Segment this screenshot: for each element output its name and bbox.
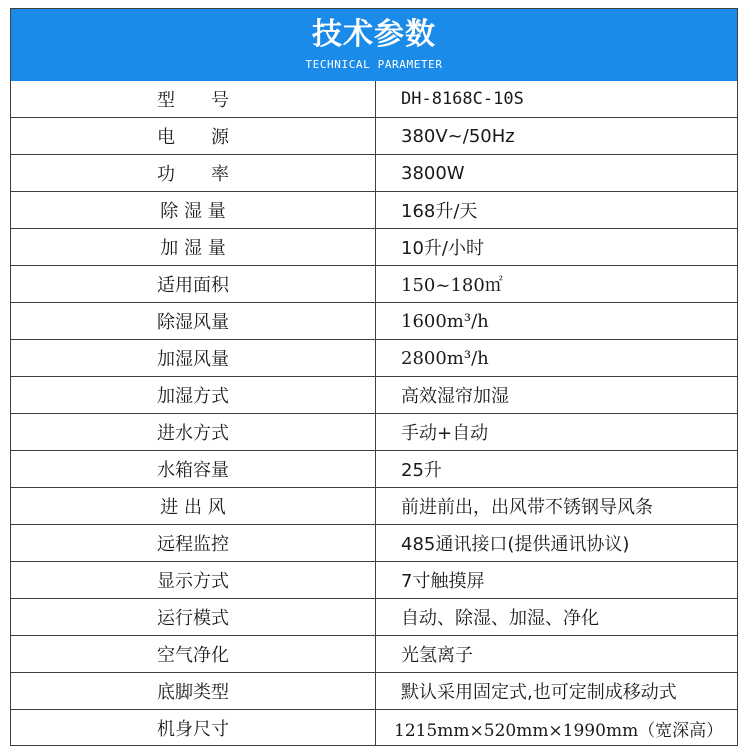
spec-label-cell: [11, 340, 376, 377]
spec-label-cell: [11, 636, 376, 673]
spec-label-cell: [11, 81, 376, 118]
table-row: [11, 340, 737, 377]
page-subtitle: TECHNICAL PARAMETER: [305, 58, 443, 71]
spec-value: 手动+自动: [376, 414, 738, 451]
spec-value: DH-8168C-10S: [376, 81, 738, 118]
spec-value: 前进前出，出风带不锈钢导风条: [376, 488, 738, 525]
spec-label-cell: [11, 266, 376, 303]
table-row: [11, 636, 737, 673]
spec-value: 1215mm×520mm×1990mm（宽深高）: [376, 710, 738, 747]
spec-label: 机身尺寸: [157, 719, 229, 740]
spec-value: 3800W: [376, 155, 738, 192]
spec-value: 自动、除湿、加湿、净化: [376, 599, 738, 636]
spec-value: 2800m³/h: [376, 340, 738, 377]
spec-label-cell: [11, 118, 376, 155]
spec-label-cell: [11, 229, 376, 266]
spec-value: 默认采用固定式,也可定制成移动式: [376, 673, 738, 710]
table-row: [11, 451, 737, 488]
spec-label: 运行模式: [157, 608, 229, 629]
spec-label: 加湿方式: [157, 386, 229, 407]
spec-label: 加 湿 量: [160, 238, 226, 259]
spec-label: 型 号: [157, 90, 229, 111]
table-row: [11, 303, 737, 340]
table-row: [11, 266, 737, 303]
spec-value: 1600m³/h: [376, 303, 738, 340]
spec-label: 显示方式: [157, 571, 229, 592]
spec-value: 25升: [376, 451, 738, 488]
table-row: [11, 599, 737, 636]
table-row: [11, 673, 737, 710]
spec-label: 进 出 风: [160, 497, 226, 518]
table-row: [11, 710, 737, 747]
spec-label-cell: [11, 710, 376, 747]
spec-value: 10升/小时: [376, 229, 738, 266]
spec-label: 水箱容量: [157, 460, 229, 481]
header-banner: [11, 9, 737, 81]
table-row: [11, 192, 737, 229]
spec-label: 适用面积: [157, 275, 229, 296]
table-row: [11, 118, 737, 155]
spec-label: 电 源: [157, 127, 229, 148]
spec-label: 空气净化: [157, 645, 229, 666]
spec-value: 168升/天: [376, 192, 738, 229]
table-row: [11, 562, 737, 599]
spec-label-cell: [11, 377, 376, 414]
spec-label: 底脚类型: [157, 682, 229, 703]
spec-label: 功 率: [157, 164, 229, 185]
spec-label: 加湿风量: [157, 349, 229, 370]
spec-label-cell: [11, 673, 376, 710]
spec-value: 380V~/50Hz: [376, 118, 738, 155]
table-row: [11, 414, 737, 451]
spec-label: 除湿风量: [157, 312, 229, 333]
spec-label-cell: [11, 525, 376, 562]
spec-label-cell: [11, 303, 376, 340]
spec-value: 高效湿帘加湿: [376, 377, 738, 414]
spec-value: 150~180㎡: [376, 266, 738, 303]
spec-value: 7寸触摸屏: [376, 562, 738, 599]
spec-table: [11, 81, 737, 746]
spec-label: 远程监控: [157, 534, 229, 555]
spec-label-cell: [11, 599, 376, 636]
table-row: [11, 229, 737, 266]
spec-label: 进水方式: [157, 423, 229, 444]
spec-label-cell: [11, 414, 376, 451]
spec-value: 光氢离子: [376, 636, 738, 673]
page-title: 技术参数: [312, 17, 436, 52]
table-row: [11, 525, 737, 562]
spec-label-cell: [11, 155, 376, 192]
spec-label: 除 湿 量: [160, 201, 226, 222]
table-row: [11, 155, 737, 192]
spec-label-cell: [11, 562, 376, 599]
spec-label-cell: [11, 192, 376, 229]
spec-label-cell: [11, 488, 376, 525]
table-row: [11, 81, 737, 118]
spec-sheet: [10, 8, 738, 746]
spec-label-cell: [11, 451, 376, 488]
table-row: [11, 488, 737, 525]
table-row: [11, 377, 737, 414]
spec-value: 485通讯接口(提供通讯协议): [376, 525, 738, 562]
